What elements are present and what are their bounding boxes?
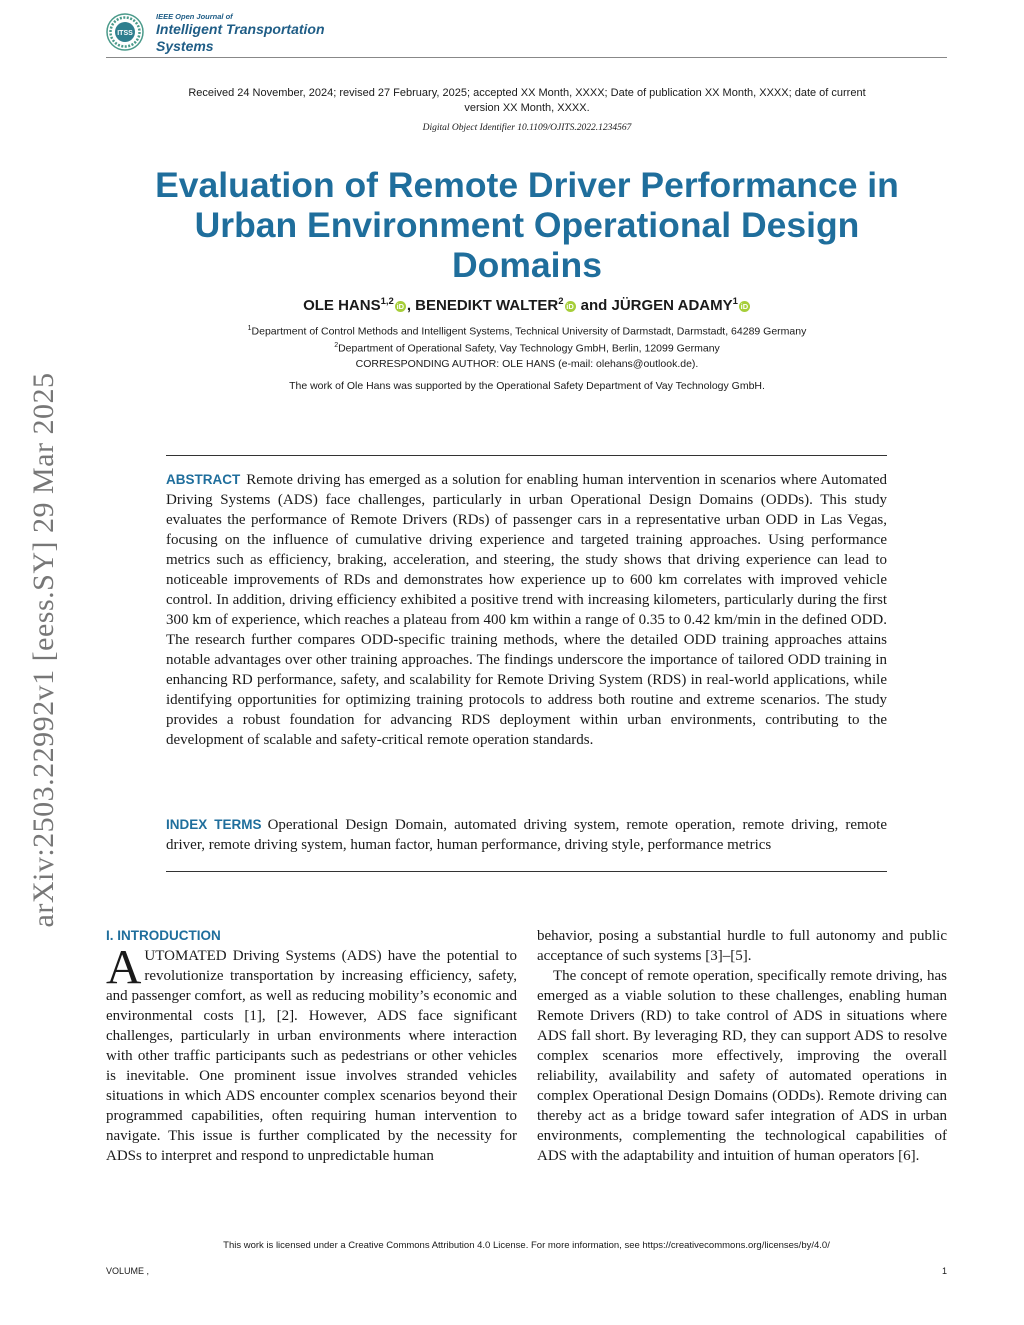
intro-paragraph-2: The concept of remote operation, specifically remote driving, has emerged as a viable solution to these challenges, enabling human Remote Drivers (RD) to take control of ADS in situations where ADS fall short. By leveraging RD, they can support ADS to resolve complex scenarios more effectively, improving the overall reliability, availability and safety of automated operations in complex Operational Design Domains (ODDs). Remote driving can thereby act as a bridge toward safer integration of ADS in urban environments, complementing the technological capabilities of ADS with the adaptability and intuition of human operators [6].	[537, 968, 947, 1164]
author-1: OLE HANS	[303, 297, 381, 314]
affiliation-2: $^2$Department of Operational Safety, Vay Technology GmbH, Berlin, 12099 Germany	[334, 341, 720, 354]
index-terms-text: Operational Design Domain, automated driving system, remote operation, remote driving, remote driver, remote driving system, human factor, human performance, driving style, performance metrics	[166, 817, 887, 853]
page-number: 1	[941, 1266, 947, 1276]
orcid-icon[interactable]: iD	[396, 302, 405, 311]
drop-cap: A	[106, 939, 142, 994]
header-rule	[106, 57, 947, 58]
body-column-left	[106, 926, 517, 1166]
paper-title: Evaluation of Remote Driver Performance in Urban Environment Operational Design Domains	[155, 165, 899, 285]
funding-note: The work of Ole Hans was supported by the Operational Safety Department of Vay Technology GmbH.	[289, 380, 765, 392]
author-2: , BENEDIKT WALTER	[406, 297, 559, 314]
affiliations	[150, 322, 904, 355]
author-3-affil: 1	[732, 296, 738, 307]
orcid-icon[interactable]: iD	[566, 302, 574, 311]
journal-name-line1: Intelligent Transportation	[156, 21, 325, 37]
abstract	[166, 470, 887, 750]
arxiv-stamp-text: arXiv:2503.22992v1 [eess.SY] 29 Mar 2025	[27, 372, 60, 928]
orcid-icon[interactable]: iD	[740, 302, 749, 311]
journal-name-line2: Systems	[156, 38, 214, 54]
received-dates: Received 24 November, 2024; revised 27 February, 2025; accepted XX Month, XXXX; Date of publication XX Month, XXXX; date of current version XX Month, XXXX.	[188, 87, 866, 114]
index-terms	[166, 815, 887, 855]
license-note: This work is licensed under a Creative Commons Attribution 4.0 License. For more information, see https://creativecommons.org/licenses/by/4.0/	[223, 1240, 830, 1251]
doi: Digital Object Identifier 10.1109/OJITS.2022.1234567	[422, 123, 632, 133]
intro-paragraph-1: UTOMATED Driving Systems (ADS) have the potential to revolutionize transportation by increasing efficiency, safety, and passenger comfort, as well as reducing mobility’s economic and environmental costs [1], [2]. However, ADS face significant challenges, particularly in urban environments where interaction with other traffic participants such as pedestrians or other vehicles is inevitable. One prominent issue involves stranded vehicles situations in which ADS encounter complex scenarios beyond their programmed capabilities, often requiring human intervention to navigate. This issue is further complicated by the necessity for ADSs to interpret and respond to unpredictable human	[106, 948, 517, 1164]
abstract-text: Remote driving has emerged as a solution for enabling human intervention in scenarios where Automated Driving Systems (ADS) face challenges, particularly in urban Operational Design Domains (ODDs). This study evaluates the performance of Remote Drivers (RDs) of passenger cars in a representative urban ODD in Las Vegas, focusing on the influence of cumulative driving experience and targeted training approaches. Using performance metrics such as efficiency, braking, acceleration, and steering, the study shows that driving experience can lead to noticeable improvements of RDs and demonstrates how experience up to 600 km correlates with improved vehicle control. In addition, driving efficiency exhibited a positive trend with increasing kilometers, particularly during the first 300 km of experience, which reaches a plateau from 400 km within a range of 0.35 to 0.42 km/min in the defined ODD. The research further compares ODD-specific training methods, where the detailed ODD training approaches attains notable advantages over other training approaches. The findings underscore the importance of tailored ODD training in enhancing RD performance, safety, and scalability for Remote Driving System (RDS) in real-world applications, while identifying opportunities for optimizing training protocols to address both routine and extreme scenarios. The study provides a robust foundation for advancing RDS deployment within urban environments, contributing to the development of scalable and safety-critical remote operation standards.	[166, 472, 887, 748]
journal-logo	[106, 10, 325, 56]
abstract-rule-top	[166, 455, 887, 456]
section-heading: I. INTRODUCTION	[106, 928, 221, 943]
journal-badge-icon	[106, 13, 144, 51]
author-list	[150, 296, 904, 314]
journal-small-line: IEEE Open Journal of	[156, 12, 233, 21]
abstract-label: ABSTRACT	[166, 472, 241, 487]
footer-volume: VOLUME ,	[106, 1266, 150, 1276]
abstract-rule-bottom	[166, 871, 887, 872]
author-3: and JÜRGEN ADAMY	[576, 297, 733, 314]
journal-badge-text: ITSS	[117, 30, 133, 37]
affiliation-1: $^1$Department of Control Methods and Intelligent Systems, Technical University of Darmstadt, Darmstadt, 64289 Germany	[247, 325, 807, 338]
corresponding-author: CORRESPONDING AUTHOR: OLE HANS (e-mail: olehans@outlook.de).	[355, 358, 699, 370]
author-1-affil: 1,2	[380, 296, 394, 307]
index-terms-label: INDEX TERMS	[166, 817, 262, 832]
intro-paragraph-1-continued: behavior, posing a substantial hurdle to full autonomy and public acceptance of such systems [3]–[5].	[537, 928, 947, 964]
body-column-right	[537, 926, 947, 1166]
author-2-affil: 2	[558, 296, 564, 307]
